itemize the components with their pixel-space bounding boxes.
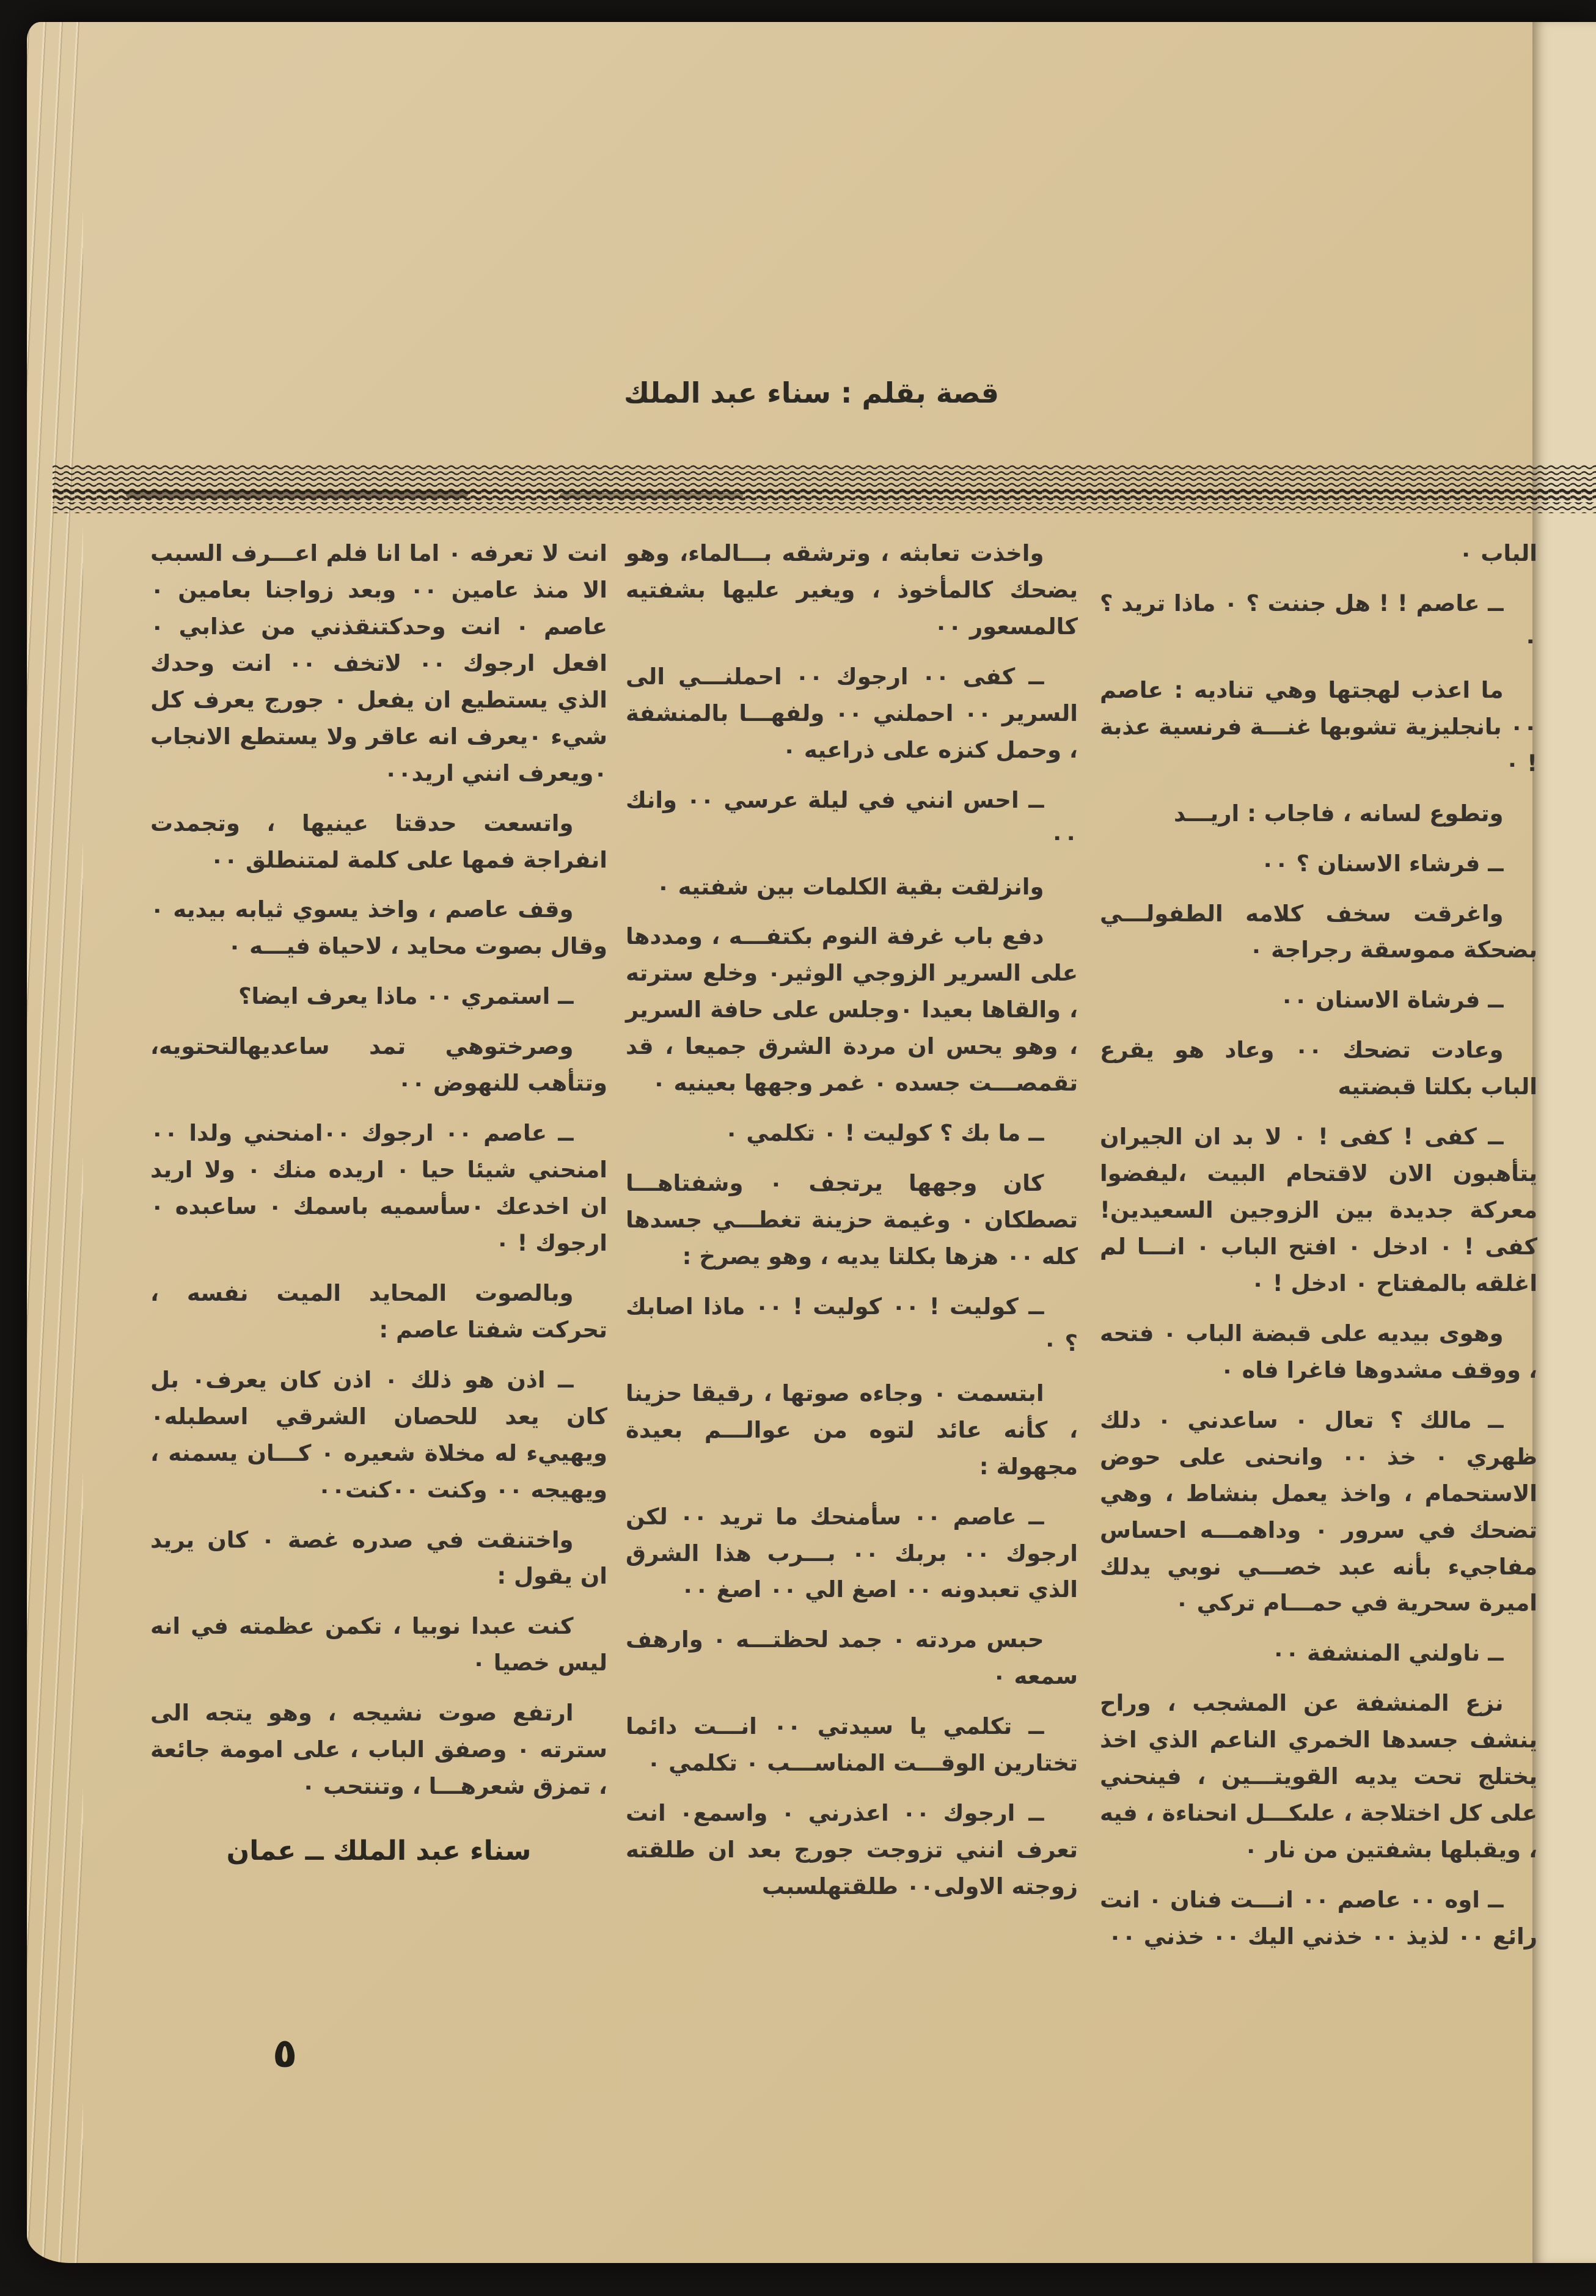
page-number: ٥ (273, 2030, 298, 2077)
story-paragraph: واغرقت سخف كلامه الطفولـــي بضحكة مموسقة رجراجة ٠ (1100, 900, 1537, 963)
story-paragraph: واتسعت حدقتا عينيها ، وتجمدت انفراجة فمها على كلمة لمتنطلق ٠٠ (150, 810, 607, 873)
story-paragraph: وبالصوت المحايد الميت نفسه ، تحركت شفتا عاصم : (150, 1279, 607, 1343)
story-paragraph: واخذت تعابثه ، وترشقه بـــالماء، وهو يضحك كالمأخوذ ، ويغير عليها بشفتيه كالمسعور ٠٠ (626, 540, 1078, 640)
story-paragraph: ــ كوليت ! ٠٠ كوليت ! ٠٠ ماذا اصابك ؟ ٠ (626, 1293, 1078, 1356)
story-paragraph: كان وجهها يرتجف ٠ وشفتاهـــا تصطكان ٠ وغيمة حزينة تغطـــي جسدها كله ٠٠ هزها بكلتا يديه ، وهو يصرخ : (626, 1170, 1078, 1270)
story-paragraph: ــ تكلمي يا سيدتي ٠٠ انـــت دائما تختارين الوقـــت المناســـب ٠ تكلمي ٠ (626, 1713, 1078, 1777)
story-paragraph: ــ عاصم ٠٠ ارجوك ٠٠امنحني ولدا ٠٠ امنحني شيئا حيا ٠ اريده منك ٠ ولا اريد ان اخدعك ٠سأسميه باسمك ٠ ساعبده ٠ ارجوك ! ٠ (150, 1120, 607, 1256)
story-paragraph: الباب ٠ (1459, 540, 1537, 566)
story-paragraph: ــ كفى ٠٠ ارجوك ٠٠ احملنـــي الى السرير ٠٠ احملني ٠٠ ولفهـــا بالمنشفة ، وحمل كنزه على ذراعيه ٠ (626, 663, 1078, 763)
story-paragraph: انت لا تعرفه ٠ اما انا فلم اعـــرف السبب الا منذ عامين ٠٠ وبعد زواجنا بعامين ٠ عاصم ٠ انت وحدكتنقذني من عذابي ٠ افعل ارجوك ٠٠ لاتخف ٠٠ انت وحدك الذي يستطيع ان يفعل ٠ جورج يعرف كل شيء ٠يعرف انه عاقر ولا يستطع الانجاب ٠ويعرف انني اريد٠٠ (150, 540, 607, 786)
text-column-left (150, 535, 607, 1886)
story-paragraph: ــ كفى ! كفى ! ٠ لا بد ان الجيران يتأهبون الان لاقتحام البيت ،ليفضوا معركة جديدة بين الزوجين السعيدين! كفى ! ٠ ادخل ٠ افتح الباب ٠ انـــا لم اغلقه بالمفتاح ٠ ادخل ! ٠ (1100, 1124, 1537, 1296)
story-paragraph: واختنقت في صدره غصة ٠ كان يريد ان يقول : (150, 1526, 607, 1590)
story-paragraph: ابتسمت ٠ وجاءه صوتها ، رقيقا حزينا ، كأنه عائد لتوه من عوالـــم بعيدة مجهولة : (626, 1380, 1078, 1480)
story-paragraph: ــ عاصم ٠٠ سأمنحك ما تريد ٠٠ لكن ارجوك ٠٠ بربك ٠٠ بـــرب هذا الشرق الذي تعبدونه ٠٠ اصغ الي ٠٠ اصغ ٠٠ (626, 1503, 1078, 1603)
story-paragraph: كنت عبدا نوبيا ، تكمن عظمته في انه ليس خصيا ٠ (150, 1613, 607, 1676)
adjacent-page-edge (1532, 22, 1596, 2263)
story-paragraph: دفع باب غرفة النوم بكتفـــه ، ومددها على السرير الزوجي الوثير٠ وخلع سترته ، والقاها بعيدا ٠وجلس على حافة السرير ، وهو يحس ان مردة الشرق جميعا ، قد تقمصـــت جسده ٠ غمر وجهها بعينيه ٠ (626, 923, 1078, 1097)
story-paragraph: ارتفع صوت نشيجه ، وهو يتجه الى سترته ٠ وصفق الباب ، على امومة جائعة ، تمزق شعرهـــا ، وتنتحب ٠ (150, 1700, 607, 1800)
story-paragraph: وانزلقت بقية الكلمات بين شفتيه ٠ (656, 873, 1044, 900)
story-paragraph: ــ ارجوك ٠٠ اعذرني ٠ واسمع٠ انت تعرف انني تزوجت جورج بعد ان طلقته زوجته الاولى٠٠ طلقتهلسبب (626, 1800, 1078, 1899)
story-paragraph: ــ احس انني في ليلة عرسي ٠٠ وانك ٠٠ (626, 786, 1078, 850)
author-signature: سناء عبد الملك ــ عمان (226, 1835, 532, 1867)
wavy-separator-ornament (53, 464, 1596, 514)
story-paragraph: ــ فرشاء الاسنان ؟ ٠٠ (1261, 850, 1504, 877)
story-paragraph: وقف عاصم ، واخذ يسوي ثيابه بيديه ٠ وقال بصوت محايد ، لاحياة فيـــه ٠ (150, 896, 607, 960)
story-paragraph: نزع المنشفة عن المشجب ، وراح ينشف جسدها الخمري الناعم الذي اخذ يختلج تحت يديه القويتـــين ، فينحني على كل اختلاجة ، علىكـــل انحناءة ، فيه ، ويقبلها بشفتين من نار ٠ (1100, 1690, 1537, 1863)
story-paragraph: وهوى بيديه على قبضة الباب ٠ فتحه ، ووقف مشدوها فاغرا فاه ٠ (1100, 1320, 1537, 1383)
text-column-right (1100, 535, 1537, 1969)
story-paragraph: ــ فرشاة الاسنان ٠٠ (1279, 987, 1504, 1014)
story-paragraph: ــ اذن هو ذلك ٠ اذن كان يعرف٠ بل كان يعد للحصان الشرقي اسطبله٠ ويهييء له مخلاة شعيره ٠ كـــان يسمنه ، ويهيجه ٠٠ وكنت ٠٠كنت٠٠ (150, 1366, 607, 1503)
story-paragraph: ــ مالك ؟ تعال ٠ ساعدني ٠ دلك ظهري ٠ خذ ٠٠ وانحنى على حوض الاستحمام ، واخذ يعمل بنشاط ، وهي تضحك في سرور ٠ وداهمـــه احساس مفاجيء بأنه عبد خصـــي نوبي يدلك اميرة سحرية في حمـــام تركي ٠ (1100, 1406, 1538, 1617)
story-byline: قصة بقلم : سناء عبد الملك (623, 376, 1000, 409)
story-paragraph: حبس مردته ٠ جمد لحظتـــه ٠ وارهف سمعه ٠ (626, 1626, 1078, 1690)
page-stack-edge (27, 22, 83, 2263)
story-paragraph: ــ استمري ٠٠ ماذا يعرف ايضا؟ (238, 983, 574, 1010)
text-column-middle (626, 535, 1078, 1918)
story-paragraph: ــ اوه ٠٠ عاصم ٠٠ انـــت فنان ٠ انت رائع ٠٠ لذيذ ٠٠ خذني اليك ٠٠ خذني ٠٠ (1100, 1887, 1537, 1950)
story-paragraph: ــ عاصم ! ! هل جننت ؟ ٠ ماذا تريد ؟ ٠ (1100, 590, 1537, 653)
story-paragraph: وصرختوهي تمد ساعديهالتحتويه، وتتأهب للنهوض ٠٠ (150, 1033, 607, 1097)
story-paragraph: وعادت تضحك ٠٠ وعاد هو يقرع الباب بكلتا قبضتيه (1100, 1037, 1537, 1100)
story-paragraph: وتطوع لسانه ، فاجاب : اريـــد (1174, 800, 1504, 827)
story-paragraph: ما اعذب لهجتها وهي تناديه : عاصم ٠٠ بانجليزية تشوبها غنـــة فرنسية عذبة ! ٠ (1100, 676, 1537, 777)
story-paragraph: ــ ناولني المنشفة ٠٠ (1271, 1640, 1504, 1667)
story-paragraph: ــ ما بك ؟ كوليت ! ٠ تكلمي ٠ (724, 1120, 1044, 1147)
